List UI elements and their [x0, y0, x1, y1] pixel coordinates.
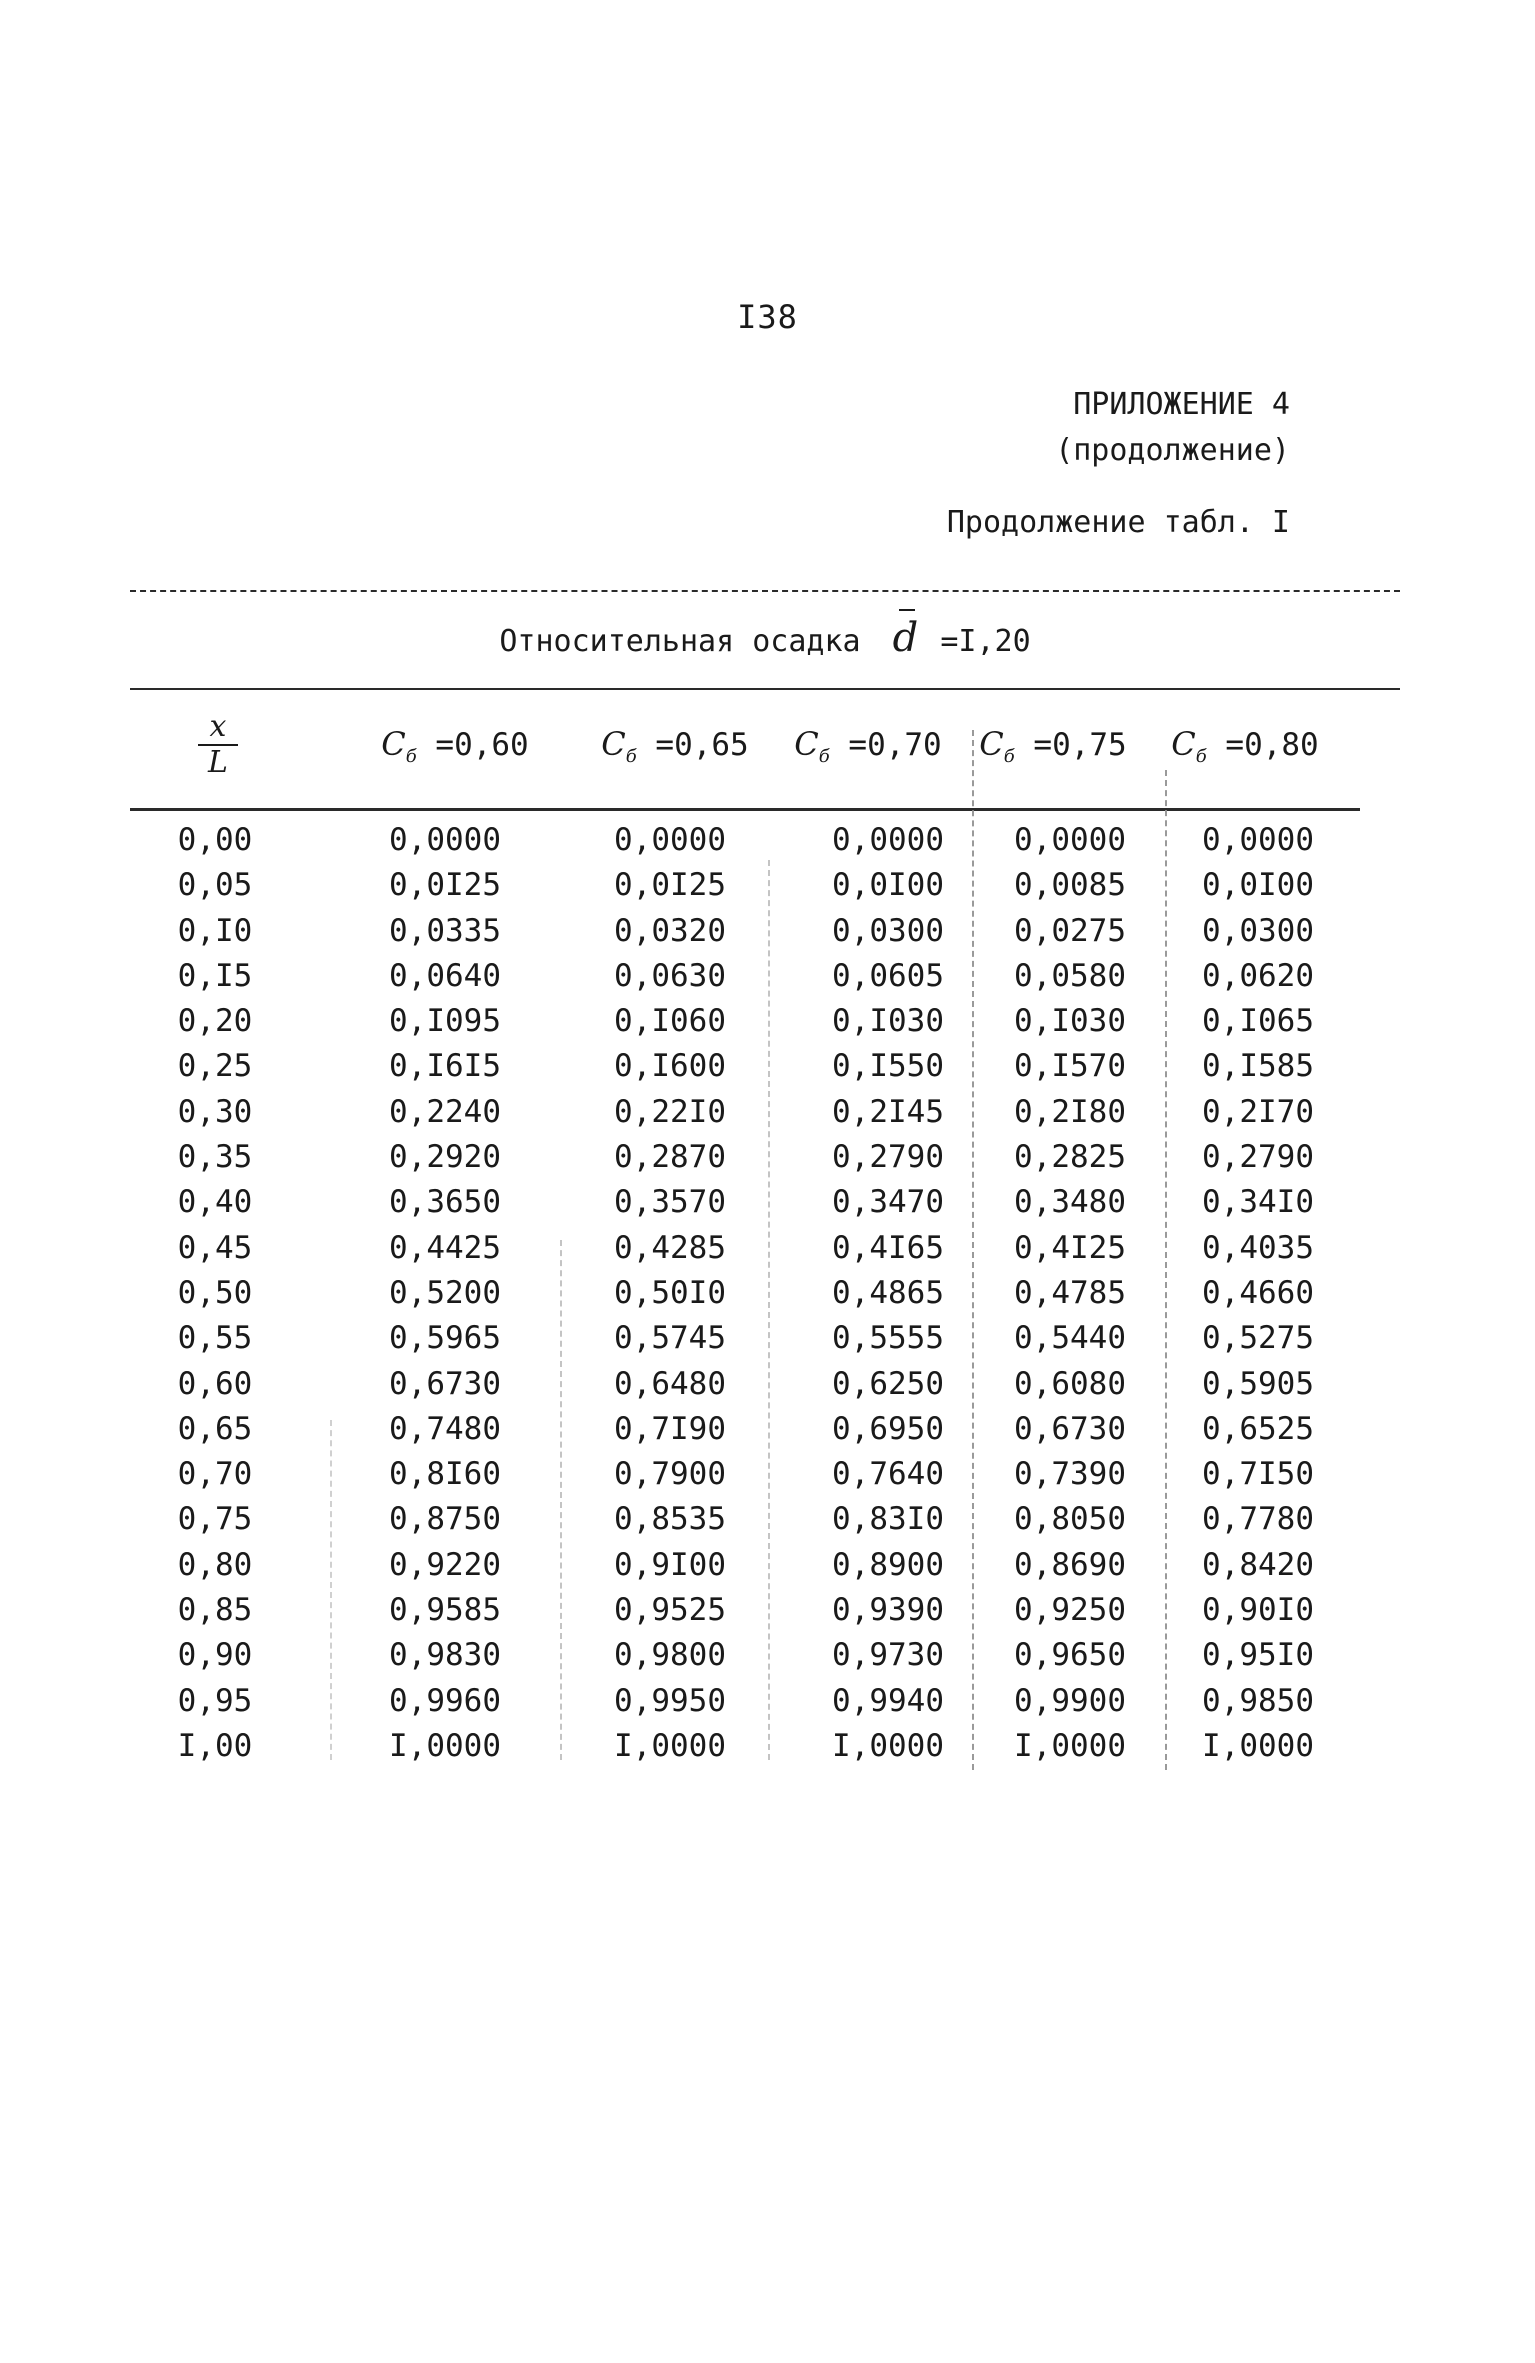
x-numerator: x [209, 709, 227, 744]
table-cell: 0,4035 [1202, 1229, 1314, 1266]
table-row [0, 1633, 1535, 1678]
table-cell: 0,I6I5 [389, 1048, 501, 1085]
x-over-l-cell: 0,40 [177, 1184, 253, 1221]
table-cell: 0,6080 [1014, 1365, 1126, 1402]
table-cell: 0,2I80 [1014, 1093, 1126, 1130]
table-cell: 0,2870 [614, 1139, 726, 1176]
table-cell: 0,0300 [1202, 912, 1314, 949]
table-row [0, 1044, 1535, 1089]
x-over-l-cell: 0,05 [177, 867, 253, 904]
table-caption [130, 615, 1400, 661]
table-cell: 0,83I0 [832, 1501, 944, 1538]
table-cell: 0,0000 [389, 822, 501, 858]
x-denominator: L [208, 745, 228, 780]
table-row [0, 1362, 1535, 1407]
table-cell: 0,6950 [832, 1410, 944, 1447]
table-cell: 0,4285 [614, 1229, 726, 1266]
table-cell: 0,9850 [1202, 1682, 1314, 1719]
x-over-l-cell: 0,00 [177, 822, 253, 858]
table-cell: 0,0300 [832, 912, 944, 949]
table-row [0, 1316, 1535, 1361]
table-row [0, 999, 1535, 1044]
table-cell: 0,0580 [1014, 957, 1126, 994]
x-over-l-header [198, 709, 238, 780]
x-over-l-cell: 0,95 [177, 1682, 253, 1719]
table-cell: 0,0I25 [614, 867, 726, 904]
table-cell: 0,8690 [1014, 1546, 1126, 1583]
table-cell: 0,9800 [614, 1637, 726, 1674]
table-cell: 0,3570 [614, 1184, 726, 1221]
x-over-l-cell: I,00 [177, 1727, 253, 1764]
x-over-l-cell: 0,I0 [177, 912, 253, 949]
table-row [0, 1679, 1535, 1724]
caption-symbol: d [892, 615, 919, 661]
table-cell: 0,0335 [389, 912, 501, 949]
table-cell: 0,5200 [389, 1274, 501, 1311]
table-cell: 0,7390 [1014, 1456, 1126, 1493]
table-cell: 0,6730 [389, 1365, 501, 1402]
table-cell: 0,0085 [1014, 867, 1126, 904]
table-cell: 0,4660 [1202, 1274, 1314, 1311]
table-cell: 0,0I25 [389, 867, 501, 904]
table-cell: 0,0320 [614, 912, 726, 949]
table-cell: 0,22I0 [614, 1093, 726, 1130]
x-over-l-cell: 0,55 [177, 1320, 253, 1357]
table-cell: 0,2790 [1202, 1139, 1314, 1176]
table-cell: 0,0275 [1014, 912, 1126, 949]
column-header-2: $C_б =0,65$ [601, 725, 749, 768]
table-cell: 0,90I0 [1202, 1592, 1314, 1629]
table-cell: 0,0000 [832, 822, 944, 858]
table-cell: 0,I030 [1014, 1003, 1126, 1040]
table-cell: I,0000 [1202, 1727, 1314, 1764]
table-cell: 0,I570 [1014, 1048, 1126, 1085]
table-cell: 0,0I00 [1202, 867, 1314, 904]
x-over-l-cell: 0,50 [177, 1274, 253, 1311]
table-cell: 0,9I00 [614, 1546, 726, 1583]
x-over-l-cell: 0,25 [177, 1048, 253, 1085]
x-over-l-cell: 0,60 [177, 1365, 253, 1402]
table-row [0, 1135, 1535, 1180]
table-cell: 0,I060 [614, 1003, 726, 1040]
table-row [0, 1452, 1535, 1497]
table-cell: 0,5745 [614, 1320, 726, 1357]
table-cell: 0,5905 [1202, 1365, 1314, 1402]
appendix-title: ПРИЛОЖЕНИЕ 4 [1073, 387, 1290, 422]
column-header-1: $C_б =0,60$ [381, 725, 529, 768]
table-cell: 0,8900 [832, 1546, 944, 1583]
table-cell: 0,0000 [1014, 822, 1126, 858]
x-over-l-cell: 0,65 [177, 1410, 253, 1447]
table-cell: 0,I550 [832, 1048, 944, 1085]
table-cell: 0,5965 [389, 1320, 501, 1357]
table-cell: 0,50I0 [614, 1274, 726, 1311]
table-cell: 0,4785 [1014, 1274, 1126, 1311]
table-cell: 0,95I0 [1202, 1637, 1314, 1674]
table-cell: 0,2I45 [832, 1093, 944, 1130]
x-over-l-cell: 0,75 [177, 1501, 253, 1538]
table-cell: 0,0I00 [832, 867, 944, 904]
table-cell: 0,I585 [1202, 1048, 1314, 1085]
table-cell: 0,6480 [614, 1365, 726, 1402]
table-cell: 0,0605 [832, 957, 944, 994]
x-over-l-cell: 0,80 [177, 1546, 253, 1583]
table-row [0, 1271, 1535, 1316]
table-cell: I,0000 [389, 1727, 501, 1764]
column-header-5: $C_б =0,80$ [1171, 725, 1319, 768]
table-cell: 0,7I50 [1202, 1456, 1314, 1493]
caption-value: =I,20 [940, 624, 1031, 659]
table-cell: 0,I600 [614, 1048, 726, 1085]
table-cell: 0,8I60 [389, 1456, 501, 1493]
table-cell: 0,3470 [832, 1184, 944, 1221]
table-row [0, 1407, 1535, 1452]
table-cell: 0,2240 [389, 1093, 501, 1130]
table-row [0, 954, 1535, 999]
table-row [0, 1497, 1535, 1542]
table-cell: 0,7I90 [614, 1410, 726, 1447]
table-cell: 0,8420 [1202, 1546, 1314, 1583]
table-cell: 0,9250 [1014, 1592, 1126, 1629]
table-cell: 0,0000 [1202, 822, 1314, 858]
table-cell: 0,0620 [1202, 957, 1314, 994]
table-cell: 0,8750 [389, 1501, 501, 1538]
table-row [0, 1226, 1535, 1271]
table-cell: 0,I065 [1202, 1003, 1314, 1040]
table-row [0, 1543, 1535, 1588]
table-row [0, 818, 1535, 863]
table-row [0, 909, 1535, 954]
x-over-l-cell: 0,30 [177, 1093, 253, 1130]
table-cell: 0,8050 [1014, 1501, 1126, 1538]
table-row [0, 1724, 1535, 1769]
table-cell: 0,7480 [389, 1410, 501, 1447]
x-over-l-cell: 0,45 [177, 1229, 253, 1266]
data-table [0, 818, 1535, 1769]
table-cell: 0,5440 [1014, 1320, 1126, 1357]
appendix-subtitle: (продолжение) [1055, 433, 1290, 468]
table-cell: 0,2825 [1014, 1139, 1126, 1176]
table-cell: 0,34I0 [1202, 1184, 1314, 1221]
table-cell: 0,9940 [832, 1682, 944, 1719]
table-top-rule [130, 590, 1400, 592]
table-cell: 0,4425 [389, 1229, 501, 1266]
table-cell: 0,9585 [389, 1592, 501, 1629]
x-over-l-cell: 0,I5 [177, 957, 253, 994]
x-over-l-cell: 0,20 [177, 1003, 253, 1040]
table-cell: 0,4I25 [1014, 1229, 1126, 1266]
table-row [0, 1588, 1535, 1633]
table-cell: 0,9950 [614, 1682, 726, 1719]
header-rule [130, 808, 1360, 811]
appendix-heading [890, 382, 1290, 474]
table-continuation-label: Продолжение табл. I [946, 505, 1290, 540]
table-cell: 0,9830 [389, 1637, 501, 1674]
table-cell: 0,2I70 [1202, 1093, 1314, 1130]
table-cell: 0,2920 [389, 1139, 501, 1176]
table-cell: 0,7900 [614, 1456, 726, 1493]
table-cell: I,0000 [1014, 1727, 1126, 1764]
table-cell: 0,0000 [614, 822, 726, 858]
table-cell: I,0000 [614, 1727, 726, 1764]
table-cell: 0,9730 [832, 1637, 944, 1674]
x-over-l-cell: 0,70 [177, 1456, 253, 1493]
page-number: I38 [737, 298, 798, 336]
x-over-l-cell: 0,90 [177, 1637, 253, 1674]
table-cell: 0,9220 [389, 1546, 501, 1583]
table-cell: 0,9960 [389, 1682, 501, 1719]
column-header-3: $C_б =0,70$ [794, 725, 942, 768]
table-cell: 0,9390 [832, 1592, 944, 1629]
table-cell: 0,I095 [389, 1003, 501, 1040]
table-cell: 0,7640 [832, 1456, 944, 1493]
table-cell: 0,4865 [832, 1274, 944, 1311]
table-cell: 0,2790 [832, 1139, 944, 1176]
table-row [0, 1090, 1535, 1135]
table-cell: 0,9650 [1014, 1637, 1126, 1674]
table-cell: 0,6250 [832, 1365, 944, 1402]
table-cell: 0,I030 [832, 1003, 944, 1040]
table-cell: 0,9525 [614, 1592, 726, 1629]
caption-text: Относительная осадка [499, 624, 861, 659]
column-header-4: $C_б =0,75$ [979, 725, 1127, 768]
table-cell: 0,6730 [1014, 1410, 1126, 1447]
table-cell: 0,8535 [614, 1501, 726, 1538]
table-cell: 0,3480 [1014, 1184, 1126, 1221]
table-row [0, 1180, 1535, 1225]
table-cell: 0,9900 [1014, 1682, 1126, 1719]
table-cell: 0,4I65 [832, 1229, 944, 1266]
caption-rule [130, 688, 1400, 690]
table-cell: 0,5275 [1202, 1320, 1314, 1357]
table-cell: 0,0630 [614, 957, 726, 994]
x-over-l-cell: 0,85 [177, 1592, 253, 1629]
table-cell: 0,6525 [1202, 1410, 1314, 1447]
table-cell: 0,3650 [389, 1184, 501, 1221]
table-cell: 0,7780 [1202, 1501, 1314, 1538]
x-over-l-cell: 0,35 [177, 1139, 253, 1176]
table-cell: 0,5555 [832, 1320, 944, 1357]
table-row [0, 863, 1535, 908]
table-cell: I,0000 [832, 1727, 944, 1764]
table-cell: 0,0640 [389, 957, 501, 994]
